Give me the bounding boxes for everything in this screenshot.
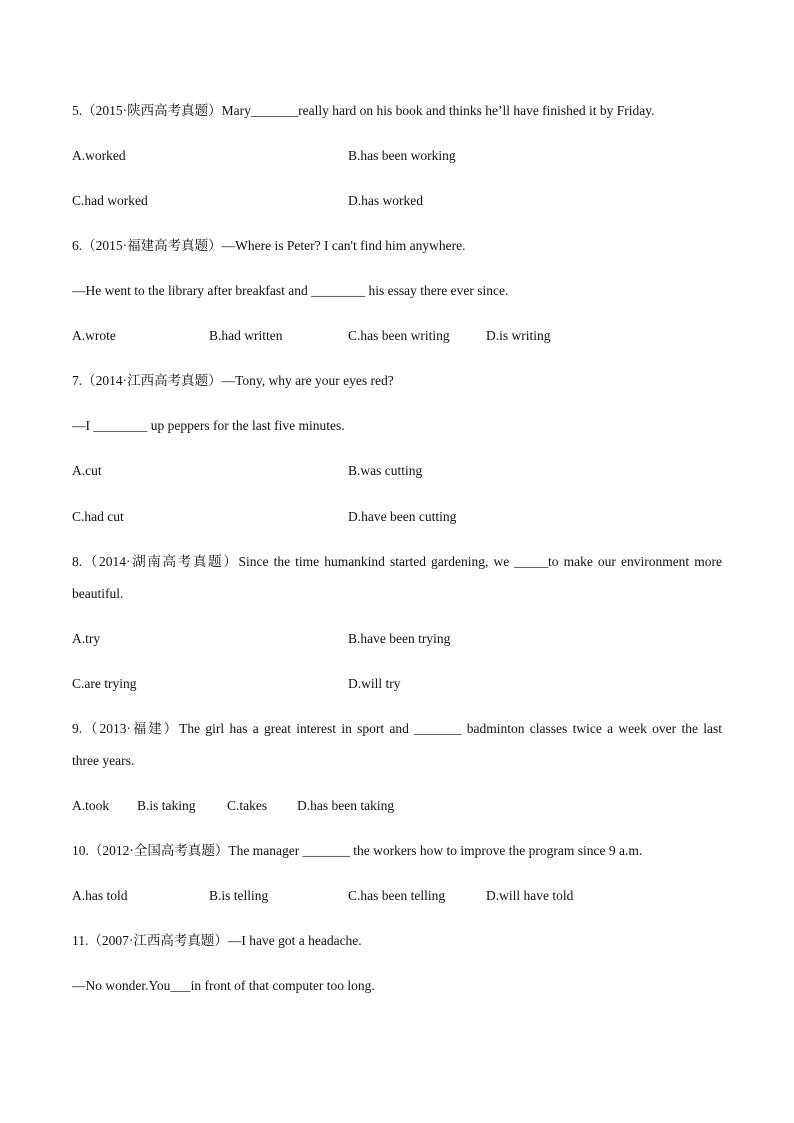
question-9-option-b: B.is taking	[137, 798, 196, 813]
question-9-option-a: A.took	[72, 798, 110, 813]
question-7-stem: 7.（2014·江西高考真题）—Tony, why are your eyes red?	[72, 373, 394, 388]
question-5-option-d: D.has worked	[348, 193, 423, 208]
question-10-option-d: D.will have told	[486, 888, 574, 903]
question-5-stem: 5.（2015·陕西高考真题）Mary_______really hard on his book and thinks he’ll have finished it by Friday.	[72, 103, 655, 118]
question-5-option-c: C.had worked	[72, 193, 148, 208]
question-8-option-c: C.are trying	[72, 676, 137, 691]
question-7-option-c: C.had cut	[72, 509, 124, 524]
question-6-option-b: B.had written	[209, 328, 283, 343]
question-6-stem: 6.（2015·福建高考真题）—Where is Peter? I can't find him anywhere.	[72, 238, 466, 253]
question-8-option-b: B.have been trying	[348, 631, 451, 646]
question-11-stem: 11.（2007·江西高考真题）—I have got a headache.	[72, 933, 362, 948]
question-5-option-a: A.worked	[72, 148, 126, 163]
question-7-reply: —I ________ up peppers for the last five minutes.	[72, 418, 345, 433]
question-8-option-d: D.will try	[348, 676, 401, 691]
question-7-option-a: A.cut	[72, 463, 102, 478]
question-10-option-b: B.is telling	[209, 888, 269, 903]
question-10-option-a: A.has told	[72, 888, 128, 903]
question-11-reply: —No wonder.You___in front of that computer too long.	[72, 978, 375, 993]
question-5-option-b: B.has been working	[348, 148, 456, 163]
question-10-stem: 10.（2012·全国高考真题）The manager _______ the workers how to improve the program since 9 a.m.	[72, 843, 643, 858]
question-8-option-a: A.try	[72, 631, 101, 646]
question-7-option-b: B.was cutting	[348, 463, 423, 478]
question-9-stem-line2: three years.	[72, 753, 135, 768]
question-8-stem-line1: 8.（2014·湖南高考真题）Since the time humankind started gardening, we _____to make our environment more	[72, 554, 722, 569]
question-7-option-d: D.have been cutting	[348, 509, 457, 524]
question-9-option-c: C.takes	[227, 798, 268, 813]
question-9-option-d: D.has been taking	[297, 798, 395, 813]
question-10-option-c: C.has been telling	[348, 888, 446, 903]
question-6-option-d: D.is writing	[486, 328, 551, 343]
question-8-stem-line2: beautiful.	[72, 586, 124, 601]
question-6-option-c: C.has been writing	[348, 328, 450, 343]
question-9-stem-line1: 9.（2013·福建）The girl has a great interest in sport and _______ badminton classes twice a week over the last	[72, 721, 722, 736]
question-6-option-a: A.wrote	[72, 328, 116, 343]
question-6-reply: —He went to the library after breakfast and ________ his essay there ever since.	[72, 283, 509, 298]
